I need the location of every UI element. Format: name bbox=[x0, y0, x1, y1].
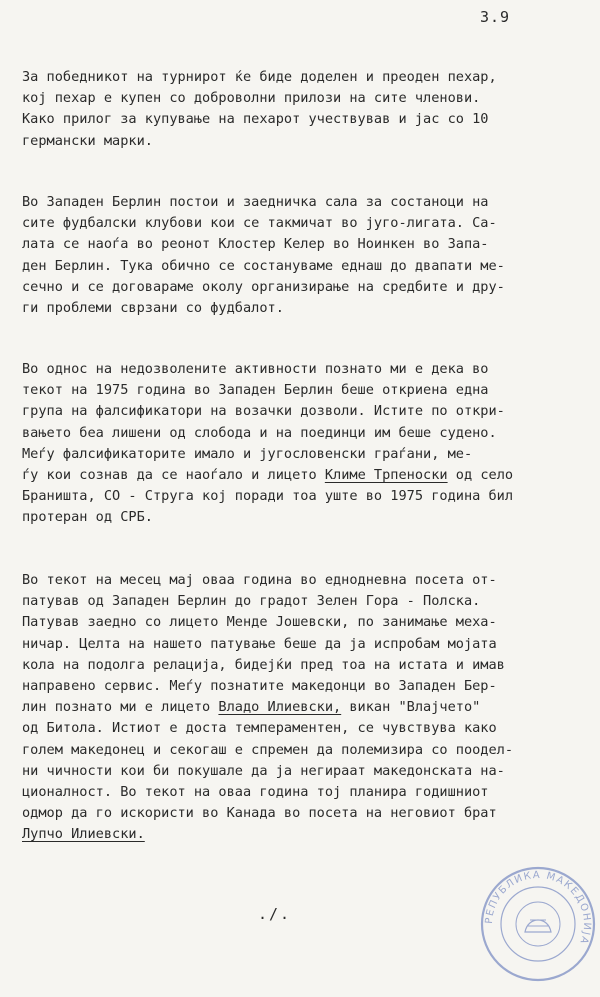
official-stamp bbox=[478, 864, 598, 984]
text-line: Браништа, СО - Струга кој поради тоа уште во 1975 година бил bbox=[22, 488, 514, 505]
text-line: За победникот на турнирот ќе биде доделен и преоден пехар, bbox=[22, 69, 497, 85]
text-line: направено сервис. Меѓу познатите македонци во Западен Бер- bbox=[22, 677, 497, 694]
underlined-name: Владо Илиевски, bbox=[218, 699, 342, 716]
text-line: Во текот на месец мај оваа година во еднодневна посета от- bbox=[22, 572, 497, 588]
paragraph-forgers bbox=[22, 359, 592, 529]
stamp-text: РЕПУБЛИКА МАКЕДОНИЈА bbox=[483, 869, 593, 947]
text-line: Патував заедно со лицето Менде Јошевски, по занимање меха- bbox=[22, 614, 497, 631]
text-line: голем македонец и секогаш е спремен да полемизира со поодел- bbox=[22, 741, 514, 758]
text-line: вањето беа лишени од слобода и на поединци им беше судено. bbox=[22, 424, 497, 441]
text-line: Во однос на недозволените активности познато ми е дека во bbox=[22, 361, 489, 377]
text-line: одмор да го искористи во Канада во посета на неговиот брат bbox=[22, 805, 497, 822]
text-segment: од село bbox=[447, 466, 514, 483]
end-mark: ./. bbox=[258, 905, 292, 923]
underlined-name: Климе Трпеноски bbox=[324, 466, 448, 483]
text-segment: ѓу кои сознав да се наоѓало и лицето bbox=[22, 466, 325, 483]
text-line: кола на подолга релација, бидејќи пред тоа на истата и имав bbox=[22, 656, 505, 673]
text-line: Како прилог за купување на пехарот учествував и јас со 10 bbox=[22, 111, 489, 128]
underlined-name: Лупчо Илиевски. bbox=[22, 826, 145, 843]
text-line: кој пехар е купен со доброволни прилози на сите членови. bbox=[22, 90, 481, 107]
text-line: ден Берлин. Тука обично се состануваме еднаш до двапати ме- bbox=[22, 257, 505, 274]
text-line: ни чичности кои би покушале да ја негираат македонската на- bbox=[22, 762, 505, 779]
text-line: Во Западен Берлин постои и заедничка сала за состаноци на bbox=[22, 194, 489, 210]
text-line: Меѓу фалсификаторите имало и југословенски граѓани, ме- bbox=[22, 445, 473, 462]
text-line: патував од Западен Берлин до градот Зелен Гора - Полска. bbox=[22, 593, 481, 610]
text-line: ги проблеми сврзани со фудбалот. bbox=[22, 299, 284, 316]
text-line: лата се наоѓа во реонот Клостер Келер во Ноинкен во Запа- bbox=[22, 236, 489, 253]
text-line: од Битола. Истиот е доста темпераментен, се чувствува како bbox=[22, 720, 497, 737]
paragraph-trip bbox=[22, 570, 592, 845]
text-line: текот на 1975 година во Западен Берлин беше откриена една bbox=[22, 382, 489, 399]
text-line bbox=[22, 697, 592, 718]
text-line: сите фудбалски клубови кои се такмичат во југо-лигата. Са- bbox=[22, 215, 497, 232]
text-line bbox=[22, 824, 592, 845]
text-line: протеран од СРБ. bbox=[22, 509, 153, 526]
text-line: група на фалсификатори на возачки дозволи. Истите по откри- bbox=[22, 403, 505, 420]
text-line: ционалност. Во текот на оваа година тој планира годишниот bbox=[22, 783, 489, 800]
text-segment: лин познато ми е лицето bbox=[22, 699, 219, 716]
text-line: германски марки. bbox=[22, 132, 153, 149]
page-number: 3.9 bbox=[480, 8, 511, 26]
text-line: сечно и се договараме околу организирање на средбите и дру- bbox=[22, 278, 505, 295]
text-line bbox=[22, 465, 592, 486]
paragraph-trophy bbox=[22, 67, 592, 152]
text-line: ничар. Целта на нашето патување беше да ја испробам мојата bbox=[22, 635, 497, 652]
text-segment: викан "Влајчето" bbox=[341, 699, 481, 716]
paragraph-meeting-hall bbox=[22, 192, 592, 319]
